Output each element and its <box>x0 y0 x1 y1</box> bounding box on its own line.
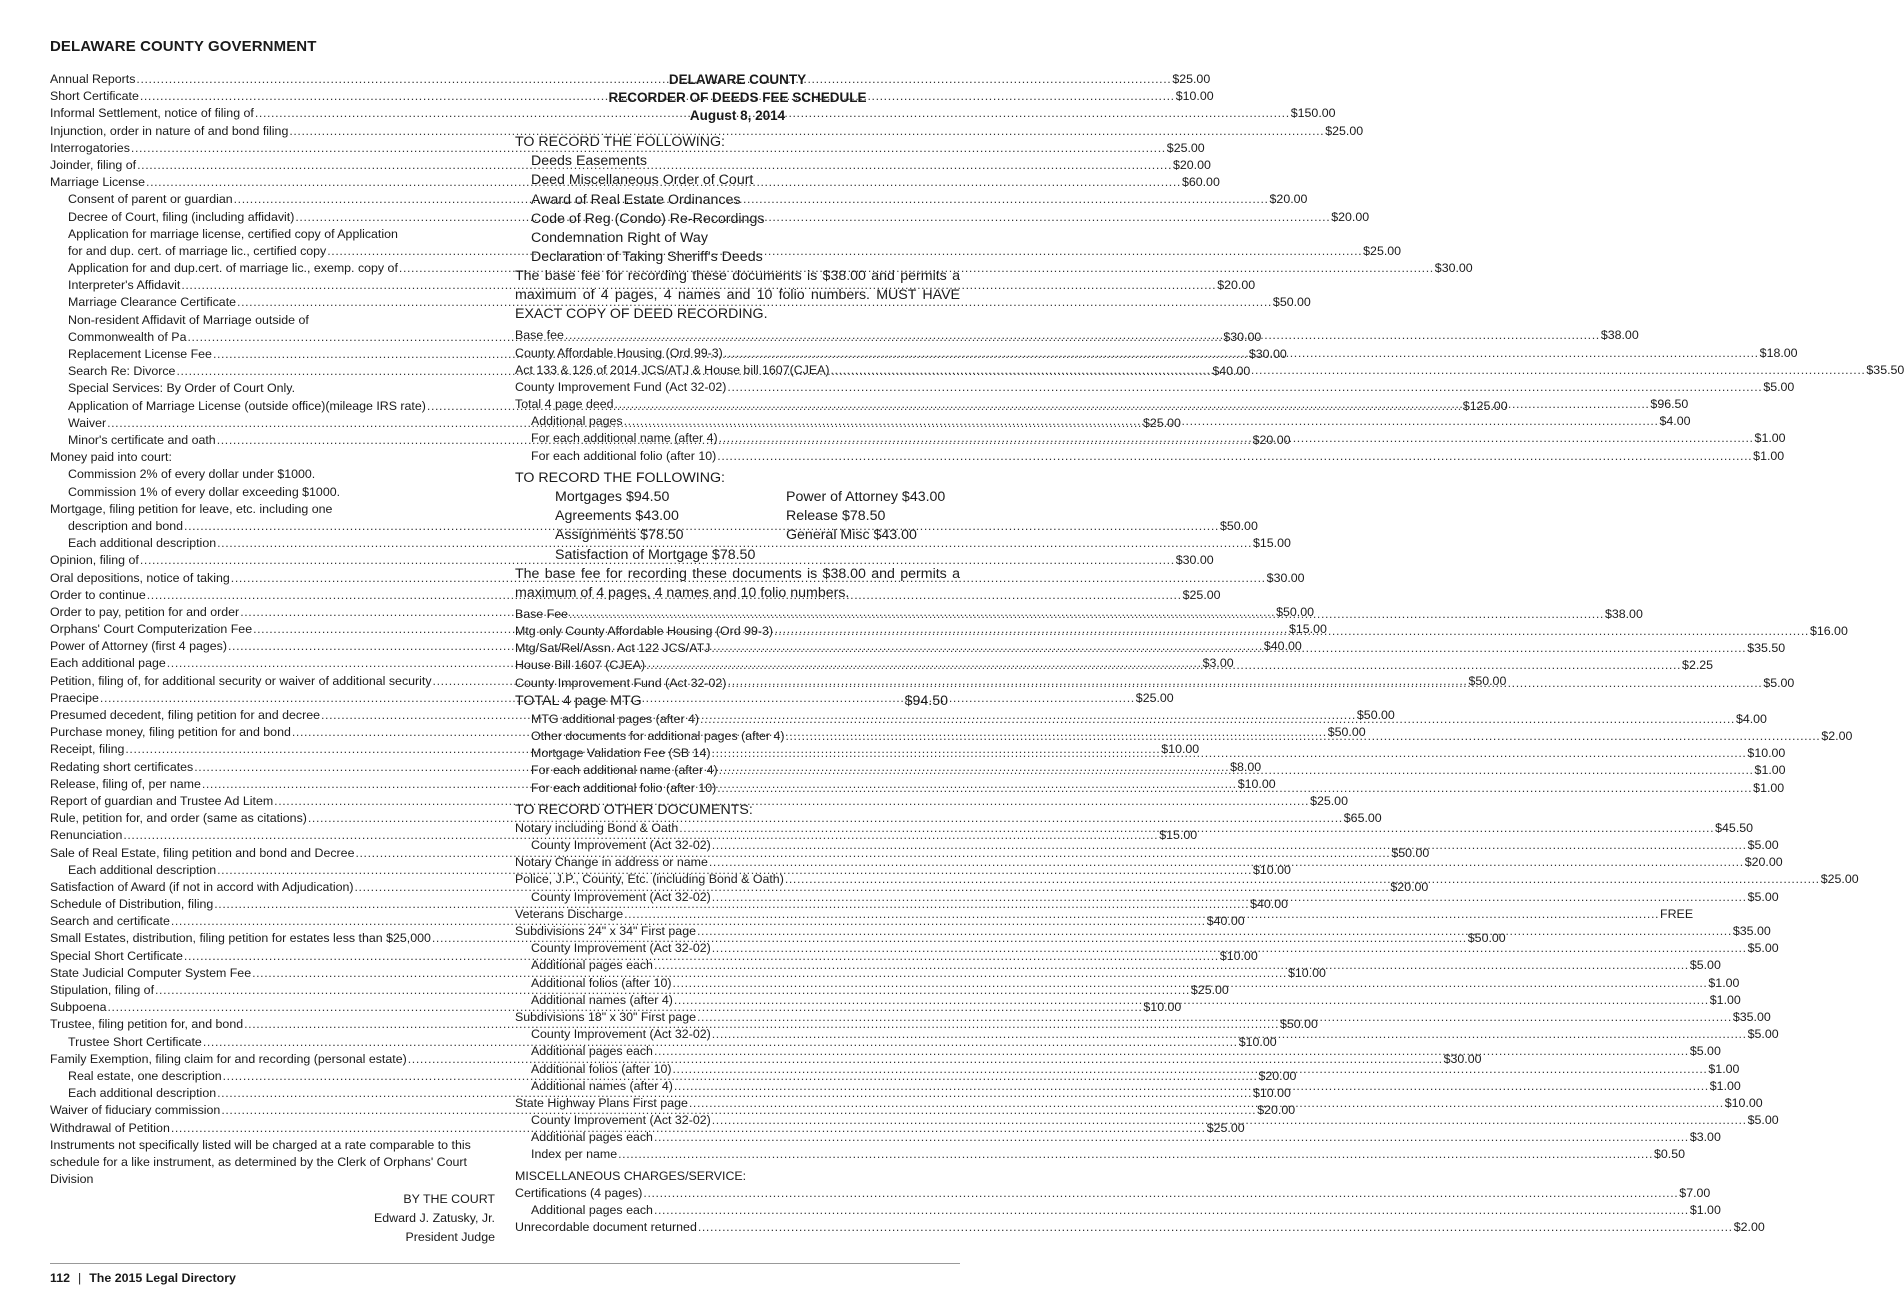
fee-note-line: Money paid into court: <box>50 450 172 465</box>
fee-amount: $16.00 <box>1809 624 1848 639</box>
fee-amount: $25.00 <box>1820 872 1859 887</box>
publication-name: The 2015 Legal Directory <box>89 1271 236 1285</box>
fee-label: Other documents for additional pages (after 4) <box>531 728 785 743</box>
fee-label: Commonwealth of Pa <box>68 329 187 344</box>
fee-label: Schedule of Distribution, filing <box>50 897 214 912</box>
dot-leader <box>674 992 1709 1009</box>
fee-label: Unrecordable document returned <box>515 1220 697 1235</box>
dot-leader <box>724 345 1759 362</box>
fee-label: County Improvement (Act 32-02) <box>531 889 711 904</box>
fee-amount: $35.00 <box>1732 924 1771 939</box>
document-type-item: Condemnation Right of Way <box>531 229 708 246</box>
fee-amount: $10.00 <box>1143 1000 1182 1015</box>
fee-note-line: Special Services: By Order of Court Only. <box>68 381 296 396</box>
fee-label: Additional pages <box>531 414 623 429</box>
fee-label: Replacement License Fee <box>68 347 212 362</box>
fee-label: Mtg/Sat/Rel/Assn. Act 122 JCS/ATJ <box>515 641 711 656</box>
fee-amount: $10.00 <box>1175 89 1214 104</box>
misc-fee-list <box>515 1185 1765 1237</box>
dot-leader <box>727 379 1762 396</box>
fee-label: Petition, filing of, for additional security or waiver of additional security <box>50 673 432 688</box>
dot-leader <box>709 854 1744 871</box>
fee-label: County Improvement Fund (Act 32-02) <box>515 379 727 394</box>
fee-amount: $7.00 <box>1679 1185 1711 1200</box>
fee-note-line: Non-resident Affidavit of Marriage outside of <box>68 312 309 327</box>
fee-amount: $15.00 <box>1253 536 1291 551</box>
fee-amount: $40.00 <box>1212 364 1251 379</box>
fee-amount: $1.00 <box>1754 431 1786 446</box>
fee-label: Additional folios (after 10) <box>531 1061 672 1076</box>
fee-amount: $25.00 <box>1206 1120 1245 1135</box>
fee-amount: $18.00 <box>1759 345 1798 360</box>
fee-amount: $1.00 <box>1754 763 1786 778</box>
fee-label: Report of guardian and Trustee Ad Litem <box>50 793 274 808</box>
dot-leader <box>624 413 1659 430</box>
fee-amount: $60.00 <box>1181 175 1220 190</box>
fee-label: Each additional page <box>50 656 166 671</box>
fee-label: Base fee <box>515 328 564 343</box>
dot-leader <box>654 1043 1689 1060</box>
dot-leader <box>711 640 1746 657</box>
fee-label: Additional pages each <box>531 1203 653 1218</box>
fee-note-line: Application for marriage license, certified copy of Application <box>68 226 398 241</box>
fee-amount: $3.00 <box>1202 656 1234 671</box>
fee-label: for and dup. cert. of marriage lic., certified copy <box>68 243 327 258</box>
deed-base-fee-note: The base fee for recording these documents is $38.00 and permits a maximum of 4 pages, 4 names and 10 folio numbers. MUST HAVE EXACT COPY OF DEED RECORDING. <box>515 268 960 323</box>
fee-amount: $10.00 <box>1219 948 1258 963</box>
fee-label: Marriage Clearance Certificate <box>68 295 237 310</box>
fee-row <box>515 1129 1721 1146</box>
fee-amount: $5.00 <box>1747 838 1779 853</box>
fee-label: Mtg only County Affordable Housing (Ord 99-3) <box>515 624 774 639</box>
fee-label: County Improvement (Act 32-02) <box>531 1027 711 1042</box>
document-type-item: Declaration of Taking Sheriff's Deeds <box>531 249 763 266</box>
dot-leader <box>646 657 1681 674</box>
dot-leader <box>712 1026 1747 1043</box>
fee-label: Receipt, filing <box>50 742 125 757</box>
fee-label: Total 4 page deed <box>515 397 614 412</box>
fee-label: Trustee, filing petition for, and bond <box>50 1017 244 1032</box>
fee-label: Satisfaction of Award (if not in accord with Adjudication) <box>50 879 354 894</box>
fee-label: Oral depositions, notice of taking <box>50 570 230 585</box>
fee-label: Rule, petition for, and order (same as citations) <box>50 811 307 826</box>
fee-amount: $10.00 <box>1724 1095 1763 1110</box>
fee-label: Praecipe <box>50 690 99 705</box>
fee-row <box>50 123 1364 140</box>
fee-amount: $1.00 <box>1689 1203 1721 1218</box>
dot-leader <box>697 1009 1732 1026</box>
dot-leader <box>717 448 1752 465</box>
dot-leader <box>785 728 1820 745</box>
fee-label: MTG additional pages (after 4) <box>531 711 700 726</box>
fee-amount: $25.00 <box>1142 415 1181 430</box>
document-type-item: Award of Real Estate Ordinances <box>531 191 741 208</box>
fee-amount: $20.00 <box>1258 1068 1297 1083</box>
dot-leader <box>569 606 1604 623</box>
fee-row <box>515 379 1795 396</box>
fee-amount: $30.00 <box>1175 553 1214 568</box>
fee-amount: $20.00 <box>1331 209 1370 224</box>
fee-row <box>50 260 1473 277</box>
fee-label: County Improvement Fund (Act 32-02) <box>515 675 727 690</box>
fee-amount: $50.00 <box>1467 931 1506 946</box>
fee-amount: $0.50 <box>1654 1147 1686 1162</box>
dot-leader <box>673 1061 1708 1078</box>
dot-leader <box>785 871 1820 888</box>
fee-amount: $125.00 <box>1462 398 1508 413</box>
dot-leader <box>615 396 1650 413</box>
fee-label: Family Exemption, filing claim for and recording (personal estate) <box>50 1051 407 1066</box>
fee-amount: $50.00 <box>1468 673 1507 688</box>
fee-amount: $25.00 <box>1325 123 1364 138</box>
fee-label: For each additional name (after 4) <box>531 763 718 778</box>
fee-label: Power of Attorney (first 4 pages) <box>50 639 227 654</box>
fee-label: Orphans' Court Computerization Fee <box>50 622 253 637</box>
fee-amount: $35.50 <box>1866 362 1904 377</box>
dot-leader <box>698 1219 1733 1236</box>
dot-leader <box>719 762 1754 779</box>
fee-amount: $45.50 <box>1715 820 1754 835</box>
document-type-item: Deeds Easements <box>531 153 647 170</box>
fee-row <box>515 1112 1779 1129</box>
fee-label: Decree of Court, filing (including affidavit) <box>68 209 295 224</box>
signature-name: Edward J. Zatusky, Jr. <box>374 1211 495 1226</box>
fee-amount: $3.00 <box>1689 1130 1721 1145</box>
section-heading: TO RECORD OTHER DOCUMENTS: <box>515 801 753 818</box>
fee-amount: $25.00 <box>1190 983 1229 998</box>
dot-leader <box>774 623 1809 640</box>
fee-label: Each additional description <box>68 536 217 551</box>
fee-label: Marriage License <box>50 175 146 190</box>
fee-amount: $40.00 <box>1206 914 1245 929</box>
fee-amount: $5.00 <box>1689 1044 1721 1059</box>
fee-label: Release, filing of, per name <box>50 776 201 791</box>
fee-amount: $25.00 <box>1182 587 1221 602</box>
fee-label: Order to continue <box>50 587 146 602</box>
fee-label: House Bill 1607 (CJEA) <box>515 658 646 673</box>
fee-label: Subdivisions 24" x 34" First page <box>515 924 696 939</box>
page-number: 112 <box>50 1271 70 1285</box>
fee-amount: $38.00 <box>1600 328 1639 343</box>
fee-row <box>50 810 1382 827</box>
fee-label: Interpreter's Affidavit <box>68 278 181 293</box>
fee-label: State Highway Plans First page <box>515 1095 688 1110</box>
fee-amount: $20.00 <box>1744 855 1783 870</box>
fee-amount: $65.00 <box>1343 811 1382 826</box>
mortgage-document-fee: Mortgages $94.50 <box>555 489 670 506</box>
fee-label: Withdrawal of Petition <box>50 1120 170 1135</box>
fee-amount: $50.00 <box>1272 295 1311 310</box>
fee-label: Additional names (after 4) <box>531 1078 673 1093</box>
fee-amount: $5.00 <box>1747 889 1779 904</box>
fee-row <box>50 518 1258 535</box>
heading-date: August 8, 2014 <box>689 108 786 123</box>
dot-leader <box>673 975 1708 992</box>
fee-label: Purchase money, filing petition for and bond <box>50 725 291 740</box>
fee-amount: $10.00 <box>1287 965 1326 980</box>
fee-label: County Improvement (Act 32-02) <box>531 838 711 853</box>
fee-label: Additional pages each <box>531 1130 653 1145</box>
fee-amount: $5.00 <box>1763 379 1795 394</box>
footer-divider <box>50 1263 960 1264</box>
fee-amount: $5.00 <box>1747 1027 1779 1042</box>
total-mtg-label: TOTAL 4 page MTG <box>515 692 642 709</box>
fee-label: Base Fee <box>515 606 569 621</box>
fee-label: State Judicial Computer System Fee <box>50 965 252 980</box>
document-type-item: Deed Miscellaneous Order of Court <box>531 172 754 189</box>
dot-leader <box>727 675 1762 692</box>
fee-amount: $1.00 <box>1709 992 1741 1007</box>
fee-label: Veterans Discharge <box>515 906 624 921</box>
dot-leader <box>712 837 1747 854</box>
dot-leader <box>697 923 1732 940</box>
mortgage-document-grid <box>515 488 960 565</box>
dot-leader <box>712 940 1747 957</box>
dot-leader <box>712 745 1747 762</box>
fee-label: Application for and dup.cert. of marriage lic., exemp. copy of <box>68 261 398 276</box>
dot-leader <box>700 711 1735 728</box>
fee-amount: $35.50 <box>1747 641 1786 656</box>
heading-line-2: RECORDER OF DEEDS FEE SCHEDULE <box>608 90 867 105</box>
section-heading: TO RECORD THE FOLLOWING: <box>515 134 725 150</box>
section-heading: TO RECORD THE FOLLOWING: <box>515 469 725 486</box>
total-mtg-amount: $94.50 <box>904 692 948 709</box>
fee-label: Injunction, order in nature of and bond filing <box>50 123 289 138</box>
fee-label: Joinder, filing of <box>50 157 137 172</box>
fee-label: description and bond <box>68 518 184 533</box>
fee-label: Interrogatories <box>50 140 130 155</box>
signature-line: BY THE COURT <box>403 1192 495 1207</box>
fee-label: Search and certificate <box>50 914 170 929</box>
mortgage-base-fee-note: The base fee for recording these documents is $38.00 and permits a maximum of 4 pages, 4 names and 10 folio numbers. <box>515 565 960 601</box>
fee-label: Subpoena <box>50 1000 107 1015</box>
fee-amount: $5.00 <box>1747 941 1779 956</box>
fee-row <box>515 1185 1711 1202</box>
fee-label: Consent of parent or guardian <box>68 192 233 207</box>
fee-amount: $20.00 <box>1390 879 1429 894</box>
dot-leader <box>717 780 1752 797</box>
fee-label: Notary including Bond & Oath <box>515 820 679 835</box>
fee-label: Additional pages each <box>531 958 653 973</box>
fee-label: Notary Change in address or name <box>515 855 708 870</box>
fee-label: Each additional description <box>68 862 217 877</box>
fee-amount: $50.00 <box>1356 708 1395 723</box>
fee-amount: $30.00 <box>1248 347 1287 362</box>
dot-leader <box>831 362 1866 379</box>
fee-amount: $20.00 <box>1252 432 1291 447</box>
mortgage-document-fee <box>786 546 986 565</box>
mortgage-document-fee: Agreements $43.00 <box>555 508 679 525</box>
fee-amount: $30.00 <box>1443 1051 1482 1066</box>
fee-label: County Improvement (Act 32-02) <box>531 1113 711 1128</box>
fee-label: Real estate, one description <box>68 1068 222 1083</box>
fee-label: Waiver of fiduciary commission <box>50 1103 221 1118</box>
fee-amount: $25.00 <box>1135 690 1174 705</box>
dot-leader <box>689 1095 1724 1112</box>
dot-leader <box>624 906 1659 923</box>
fee-amount: $1.00 <box>1709 1078 1741 1093</box>
fee-row <box>515 1146 1686 1163</box>
fee-label: Annual Reports <box>50 72 136 86</box>
fee-note-line: Commission 1% of every dollar exceeding $1000. <box>68 484 341 499</box>
fee-amount: $50.00 <box>1391 845 1430 860</box>
fee-label: For each additional folio (after 10) <box>531 448 717 463</box>
fee-label: Additional names (after 4) <box>531 992 673 1007</box>
fee-row <box>50 294 1311 311</box>
fee-amount: $40.00 <box>1263 639 1302 654</box>
fee-amount: $15.00 <box>1288 622 1327 637</box>
fee-label: Renunciation <box>50 828 123 843</box>
fee-note-line: Commission 2% of every dollar under $1000. <box>68 467 316 482</box>
fee-amount: $30.00 <box>1223 329 1262 344</box>
recorder-heading <box>515 71 960 125</box>
fee-amount: $25.00 <box>1172 72 1211 86</box>
dot-leader <box>712 889 1747 906</box>
fee-label: Waiver <box>68 415 107 430</box>
fee-amount: $5.00 <box>1747 1113 1779 1128</box>
document-type-item: Code of Reg (Condo) Re-Recordings <box>531 210 765 227</box>
fee-label: Opinion, filing of <box>50 553 139 568</box>
fee-label: Police, J.P., County, Etc. (including Bond & Oath) <box>515 872 784 887</box>
fee-amount: $1.00 <box>1708 975 1740 990</box>
fee-amount: $40.00 <box>1250 897 1289 912</box>
fee-amount: $5.00 <box>1763 675 1795 690</box>
fee-row <box>50 277 1256 294</box>
fee-amount: $38.00 <box>1604 606 1643 621</box>
mortgage-document-fee: Satisfaction of Mortgage $78.50 <box>555 546 756 563</box>
fee-label: Additional pages each <box>531 1044 653 1059</box>
fee-amount: $35.00 <box>1732 1009 1771 1024</box>
fee-amount: $10.00 <box>1237 776 1276 791</box>
fee-label: For each additional folio (after 10) <box>531 780 717 795</box>
fee-label: Additional folios (after 10) <box>531 975 672 990</box>
fee-label: Search Re: Divorce <box>68 364 176 379</box>
deed-document-list <box>515 152 960 267</box>
fee-label: Each additional description <box>68 1086 217 1101</box>
fee-amount: $30.00 <box>1434 261 1473 276</box>
fee-label: Redating short certificates <box>50 759 194 774</box>
fee-amount: $50.00 <box>1280 1017 1318 1032</box>
mortgage-document-fee: Power of Attorney $43.00 <box>786 489 946 506</box>
fee-row <box>515 745 1786 762</box>
mortgage-document-fee: General Misc $43.00 <box>786 527 917 544</box>
fee-amount: $150.00 <box>1290 106 1336 121</box>
fee-amount: $8.00 <box>1230 759 1262 774</box>
fee-label: Stipulation, filing of <box>50 983 155 998</box>
mortgage-document-fee: Assignments $78.50 <box>555 527 684 544</box>
closing-note: Instruments not specifically listed will be charged at a rate comparable to this schedule for a like instrument, as determined by the Clerk of Orphans' Court Division <box>50 1137 471 1187</box>
fee-amount: $50.00 <box>1327 725 1366 740</box>
fee-amount: $10.00 <box>1747 746 1786 761</box>
fee-label: Index per name <box>531 1147 618 1162</box>
fee-label: Application of Marriage License (outside office)(mileage IRS rate) <box>68 398 426 413</box>
fee-note-line: Mortgage, filing petition for leave, etc. including one <box>50 501 333 516</box>
dot-leader <box>679 820 1714 837</box>
fee-label: Act 133 & 126 of 2014 JCS/ATJ & House bill 1607(CJEA) <box>515 362 830 377</box>
fee-label: Informal Settlement, notice of filing of <box>50 106 254 121</box>
fee-label: Mortgage Validation Fee (SB 14) <box>531 746 711 761</box>
fee-label: Order to pay, petition for and order <box>50 604 240 619</box>
fee-label: Small Estates, distribution, filing petition for estates less than $25,000 <box>50 931 431 946</box>
dot-leader <box>654 957 1689 974</box>
dot-leader <box>565 327 1600 344</box>
dot-leader <box>618 1146 1653 1163</box>
fee-amount: $50.00 <box>1276 604 1314 619</box>
fee-row <box>515 1219 1765 1236</box>
signature-title: President Judge <box>405 1230 495 1245</box>
fee-amount: $10.00 <box>1161 742 1200 757</box>
footer-separator: | <box>78 1271 82 1285</box>
fee-amount: $10.00 <box>1253 862 1291 877</box>
fee-amount: $20.00 <box>1257 1103 1296 1118</box>
fee-amount: $20.00 <box>1269 192 1308 207</box>
fee-label: Certifications (4 pages) <box>515 1185 643 1200</box>
fee-amount: $2.25 <box>1682 658 1714 673</box>
dot-leader <box>654 1202 1689 1219</box>
fee-label: County Improvement (Act 32-02) <box>531 941 711 956</box>
fee-amount: $30.00 <box>1266 570 1305 585</box>
mortgage-document-fee: Release $78.50 <box>786 508 886 525</box>
total-mtg-row <box>515 692 960 711</box>
fee-row <box>50 587 1221 604</box>
fee-label: Presumed decedent, filing petition for and decree <box>50 708 321 723</box>
fee-amount: $15.00 <box>1159 828 1198 843</box>
fee-amount: $96.50 <box>1650 397 1689 412</box>
fee-amount: $2.00 <box>1821 728 1853 743</box>
fee-amount: $20.00 <box>1173 157 1211 172</box>
fee-row <box>515 448 1785 465</box>
fee-amount: $25.00 <box>1363 243 1402 258</box>
fee-amount: $1.00 <box>1753 448 1785 463</box>
fee-label: County Affordable Housing (Ord 99-3) <box>515 345 723 360</box>
fee-label: For each additional name (after 4) <box>531 431 718 446</box>
fee-label: Special Short Certificate <box>50 948 183 963</box>
fee-amount: $50.00 <box>1219 518 1258 533</box>
page-title: DELAWARE COUNTY GOVERNMENT <box>50 38 317 55</box>
fee-amount: $10.00 <box>1238 1034 1277 1049</box>
fee-label: Sale of Real Estate, filing petition and bond and Decree <box>50 845 355 860</box>
fee-amount: $5.00 <box>1689 958 1721 973</box>
fee-amount: $25.00 <box>1310 793 1348 808</box>
fee-label: Minor's certificate and oath <box>68 432 216 447</box>
fee-row <box>50 570 1305 587</box>
fee-amount: $4.00 <box>1735 711 1767 726</box>
fee-amount: $2.00 <box>1733 1220 1765 1235</box>
fee-amount: $1.00 <box>1708 1061 1740 1076</box>
dot-leader <box>674 1078 1709 1095</box>
dot-leader <box>654 1129 1689 1146</box>
fee-amount: $10.00 <box>1253 1086 1291 1101</box>
fee-amount: FREE <box>1660 906 1694 921</box>
page-footer <box>50 1271 236 1285</box>
signature-block <box>50 1190 495 1247</box>
fee-amount: $1.00 <box>1753 780 1785 795</box>
dot-leader <box>719 430 1754 447</box>
fee-row <box>515 1202 1721 1219</box>
dot-leader <box>643 1185 1678 1202</box>
misc-heading: MISCELLANEOUS CHARGES/SERVICE: <box>515 1168 747 1183</box>
fee-amount: $25.00 <box>1166 140 1205 155</box>
fee-amount: $20.00 <box>1217 278 1256 293</box>
fee-amount: $4.00 <box>1659 414 1691 429</box>
fee-label: Trustee Short Certificate <box>68 1034 202 1049</box>
heading-line-1: DELAWARE COUNTY <box>668 72 807 87</box>
fee-label: Subdivisions 18" x 30" First page <box>515 1009 696 1024</box>
fee-label: Short Certificate <box>50 89 139 104</box>
dot-leader <box>712 1112 1747 1129</box>
